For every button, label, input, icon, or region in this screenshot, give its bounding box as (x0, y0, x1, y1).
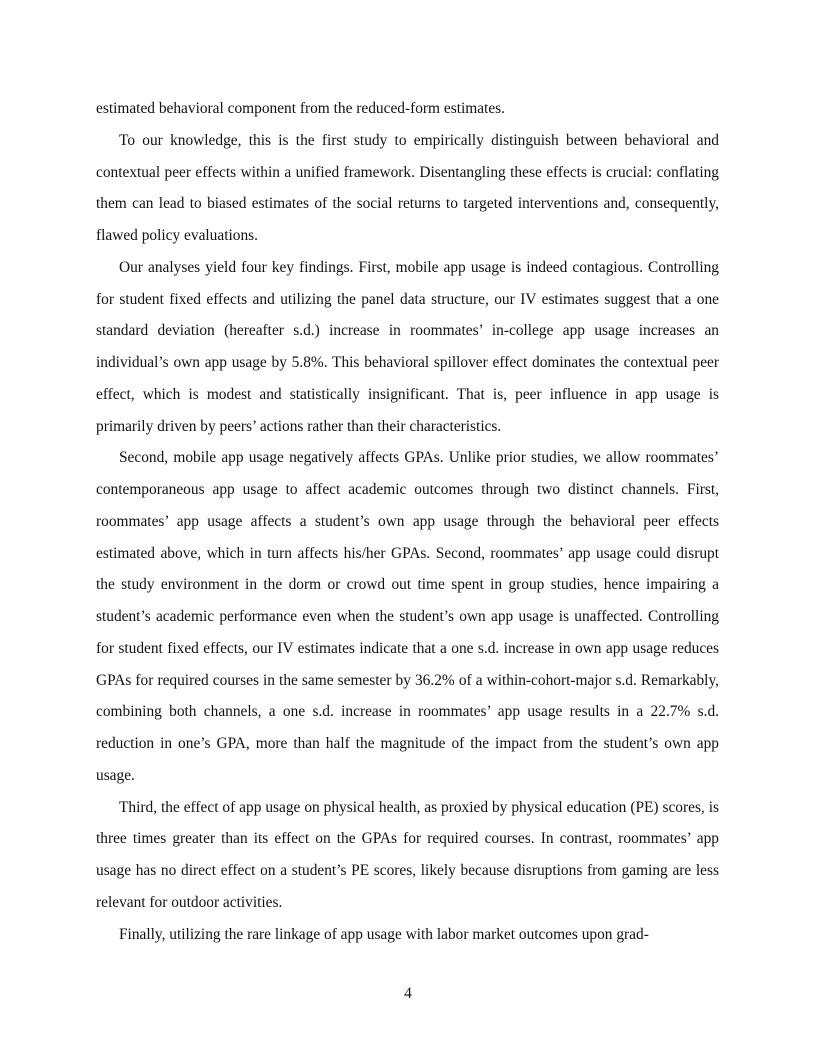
paragraph-contribution: To our knowledge, this is the first study to empirically distinguish between behavioral and contextual peer effects within a unified framework. Disentangling these effects is crucial: conflating them can lead to biased estimates of the social returns to targeted interventions and, consequently, flawed policy evaluations. (96, 131, 719, 244)
paragraph-continuation: estimated behavioral component from the reduced-form estimates. (96, 100, 505, 117)
paragraph-finding-two: Second, mobile app usage negatively affects GPAs. Unlike prior studies, we allow roommates’ contemporaneous app usage to affect academic outcomes through two distinct channels. First, roommates’ app usage affects a student’s own app usage through the behavioral peer effects estimated above, which in turn affects his/her GPAs. Second, roommates’ app usage could disrupt the study environment in the dorm or crowd out time spent in group studies, hence impairing a student’s academic performance even when the student’s own app usage is unaffected. Controlling for student fixed effects, our IV estimates indicate that a one s.d. increase in own app usage reduces GPAs for required courses in the same semester by 36.2% of a within-cohort-major s.d. Remarkably, combining both channels, a one s.d. increase in roommates’ app usage results in a 22.7% s.d. reduction in one’s GPA, more than half the magnitude of the impact from the student’s own app usage. (96, 449, 719, 784)
paragraph-finding-three: Third, the effect of app usage on physical health, as proxied by physical education (PE) scores, is three times greater than its effect on the GPAs for required courses. In contrast, roommates’ app usage has no direct effect on a student’s PE scores, likely because disruptions from gaming are less relevant for outdoor activities. (96, 798, 719, 911)
paragraph-finding-one: Our analyses yield four key findings. First, mobile app usage is indeed contagious. Controlling for student fixed effects and utilizing the panel data structure, our IV estimates suggest that a one standard deviation (hereafter s.d.) increase in roommates’ in-college app usage increases an individual’s own app usage by 5.8%. This behavioral spillover effect dominates the contextual peer effect, which is modest and statistically insignificant. That is, peer influence in app usage is primarily driven by peers’ actions rather than their characteristics. (96, 258, 719, 435)
paragraph-finding-four: Finally, utilizing the rare linkage of app usage with labor market outcomes upon grad- (119, 925, 649, 943)
body-text (96, 93, 719, 950)
page-number: 4 (404, 985, 412, 1002)
